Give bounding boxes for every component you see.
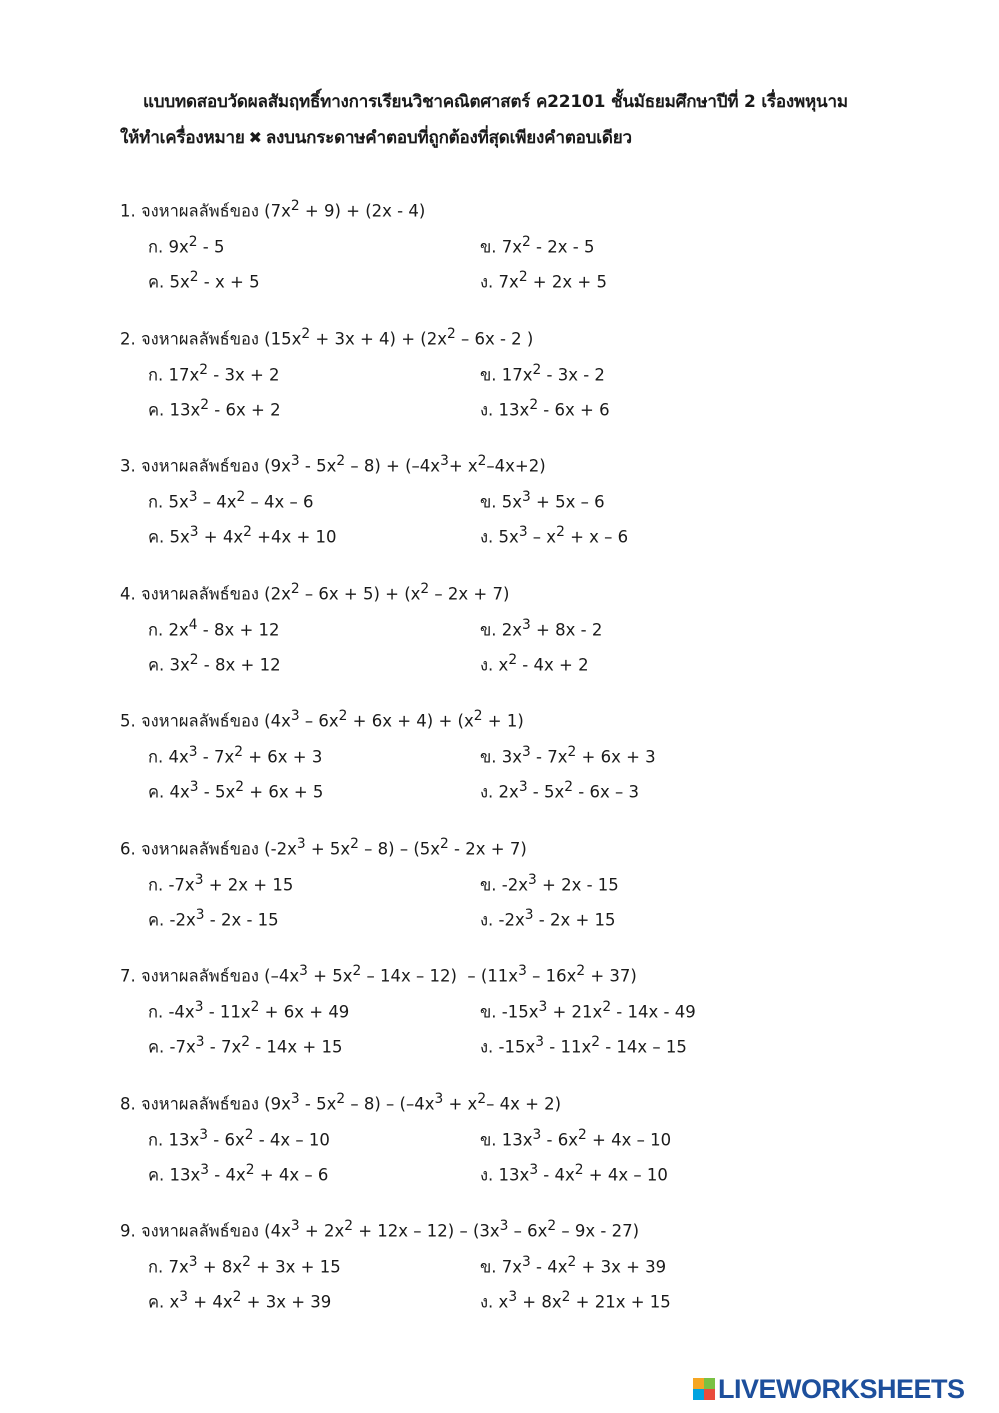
answer-option: ข. $13x^3 - 6x^2 + 4x - 10$ [480, 1126, 672, 1149]
question-text: 2. จงหาผลลัพธ์ของ $(15x^2 + 3x + 4) + (2x^2 - 6x - 2$ ) [120, 325, 534, 348]
answer-option: ค. $-2x^3 - 2x - 15$ [148, 906, 279, 929]
logo-square [704, 1378, 715, 1389]
answer-option: ก. $2x^4 - 8x + 12$ [148, 616, 280, 639]
question-text: 7. จงหาผลลัพธ์ของ $(-4x^3 + 5x^2 - 14x - 12) - (11x^3 - 16x^2 + 37)$ [120, 963, 637, 986]
question-text: 4. จงหาผลลัพธ์ของ $(2x^2 - 6x + 5) + (x^2 - 2x + 7)$ [120, 580, 510, 603]
answer-option: ก. $7x^3 + 8x^2 + 3x + 15$ [148, 1254, 341, 1277]
answer-option: ก. $4x^3 - 7x^2 + 6x + 3$ [148, 744, 323, 767]
instruction-text-post: ลงบนกระดาษคำตอบที่ถูกต้องที่สุดเพียงคำตอบเดียว [265, 128, 632, 148]
question-text: 9. จงหาผลลัพธ์ของ $(4x^3 + 2x^2 + 12x - 12) - (3x^3 - 6x^2 - 9x - 27)$ [120, 1218, 640, 1241]
liveworksheets-logo-icon [693, 1378, 715, 1400]
logo-square [693, 1389, 704, 1400]
question-5 [0, 708, 999, 818]
question-text: 5. จงหาผลลัพธ์ของ $(4x^3 - 6x^2 + 6x + 4) + (x^2 + 1)$ [120, 708, 524, 731]
answer-option: ง. $13x^3 - 4x^2 + 4x - 10$ [480, 1161, 668, 1184]
answer-option: ค. $x^3 + 4x^2 + 3x + 39$ [148, 1289, 332, 1312]
answer-option: ก. $-7x^3 + 2x + 15$ [148, 871, 294, 894]
answer-option: ก. $17x^2 - 3x + 2$ [148, 361, 280, 384]
answer-option: ข. $17x^2 - 3x - 2$ [480, 361, 605, 384]
answer-option: ก. $9x^2 - 5$ [148, 234, 225, 257]
answer-option: ค. $3x^2 - 8x + 12$ [148, 651, 281, 674]
cross-mark-icon: ✖ [248, 128, 262, 147]
instruction-text-pre: ให้ทำเครื่องหมาย [120, 128, 245, 148]
question-1 [0, 198, 999, 308]
worksheet-title: แบบทดสอบวัดผลสัมฤทธิ์ทางการเรียนวิชาคณิตศาสตร์ ค22101 ชั้นมัธยมศึกษาปีที่ 2 เรื่องพหุนาม [143, 92, 848, 112]
worksheet-instruction [120, 124, 632, 151]
logo-square [693, 1378, 704, 1389]
answer-option: ง. $2x^3 - 5x^2 - 6x - 3$ [480, 779, 639, 802]
answer-option: ข. $5x^3 + 5x - 6$ [480, 489, 605, 512]
answer-option: ค. $5x^2 - x + 5$ [148, 269, 260, 292]
answer-option: ข. $-15x^3 + 21x^2 - 14x - 49$ [480, 999, 696, 1022]
logo-square [704, 1389, 715, 1400]
answer-option: ค. $5x^3 + 4x^2 +4x + 10$ [148, 524, 337, 547]
question-3 [0, 453, 999, 563]
question-4 [0, 581, 999, 691]
liveworksheets-logo[interactable] [693, 1374, 993, 1404]
answer-option: ก. $-4x^3 - 11x^2 + 6x + 49$ [148, 999, 350, 1022]
question-text: 3. จงหาผลลัพธ์ของ $(9x^3 - 5x^2 - 8) + (-4x^3+ x^2-4x+2)$ [120, 453, 546, 476]
answer-option: ค. $4x^3 - 5x^2 + 6x + 5$ [148, 779, 324, 802]
answer-option: ค. $13x^2 - 6x + 2$ [148, 396, 281, 419]
answer-option: ข. $-2x^3 + 2x - 15$ [480, 871, 619, 894]
brand-name: LIVEWORKSHEETS [718, 1373, 965, 1404]
answer-option: ค. $13x^3 - 4x^2 + 4x - 6$ [148, 1161, 329, 1184]
question-text: 8. จงหาผลลัพธ์ของ $(9x^3 - 5x^2 - 8) - (-4x^3 + x^2-$ 4x + 2) [120, 1090, 562, 1113]
answer-option: ข. $3x^3 - 7x^2 + 6x + 3$ [480, 744, 656, 767]
answer-option: ข. $2x^3 + 8x - 2$ [480, 616, 603, 639]
answer-option: ข. $7x^3 - 4x^2 + 3x + 39$ [480, 1254, 667, 1277]
answer-option: ง. $-2x^3 - 2x + 15$ [480, 906, 616, 929]
answer-option: ก. $5x^3 - 4x^2 - 4x - 6$ [148, 489, 314, 512]
question-text: 6. จงหาผลลัพธ์ของ $(-2x^3 + 5x^2 - 8) - (5x^2 - 2x + 7)$ [120, 835, 527, 858]
question-text: 1. จงหาผลลัพธ์ของ $(7x^2 + 9) + (2x - 4)$ [120, 198, 426, 221]
answer-option: ก. $13x^3 - 6x^2 - 4x - 10$ [148, 1126, 330, 1149]
answer-option: ง. $13x^2 - 6x + 6$ [480, 396, 610, 419]
answer-option: ค. $-7x^3 - 7x^2 - 14x + 15$ [148, 1034, 343, 1057]
question-9 [0, 1218, 999, 1328]
question-2 [0, 326, 999, 436]
question-7 [0, 963, 999, 1073]
answer-option: ง. $x^2 - 4x + 2$ [480, 651, 589, 674]
answer-option: ข. $7x^2 - 2x - 5$ [480, 234, 595, 257]
answer-option: ง. $x^3 + 8x^2 + 21x + 15$ [480, 1289, 671, 1312]
answer-option: ง. $5x^3 - x^2 + x - 6$ [480, 524, 629, 547]
answer-option: ง. $7x^2 + 2x + 5$ [480, 269, 607, 292]
answer-option: ง. $-15x^3 - 11x^2 - 14x - 15$ [480, 1034, 687, 1057]
question-6 [0, 836, 999, 946]
question-8 [0, 1091, 999, 1201]
